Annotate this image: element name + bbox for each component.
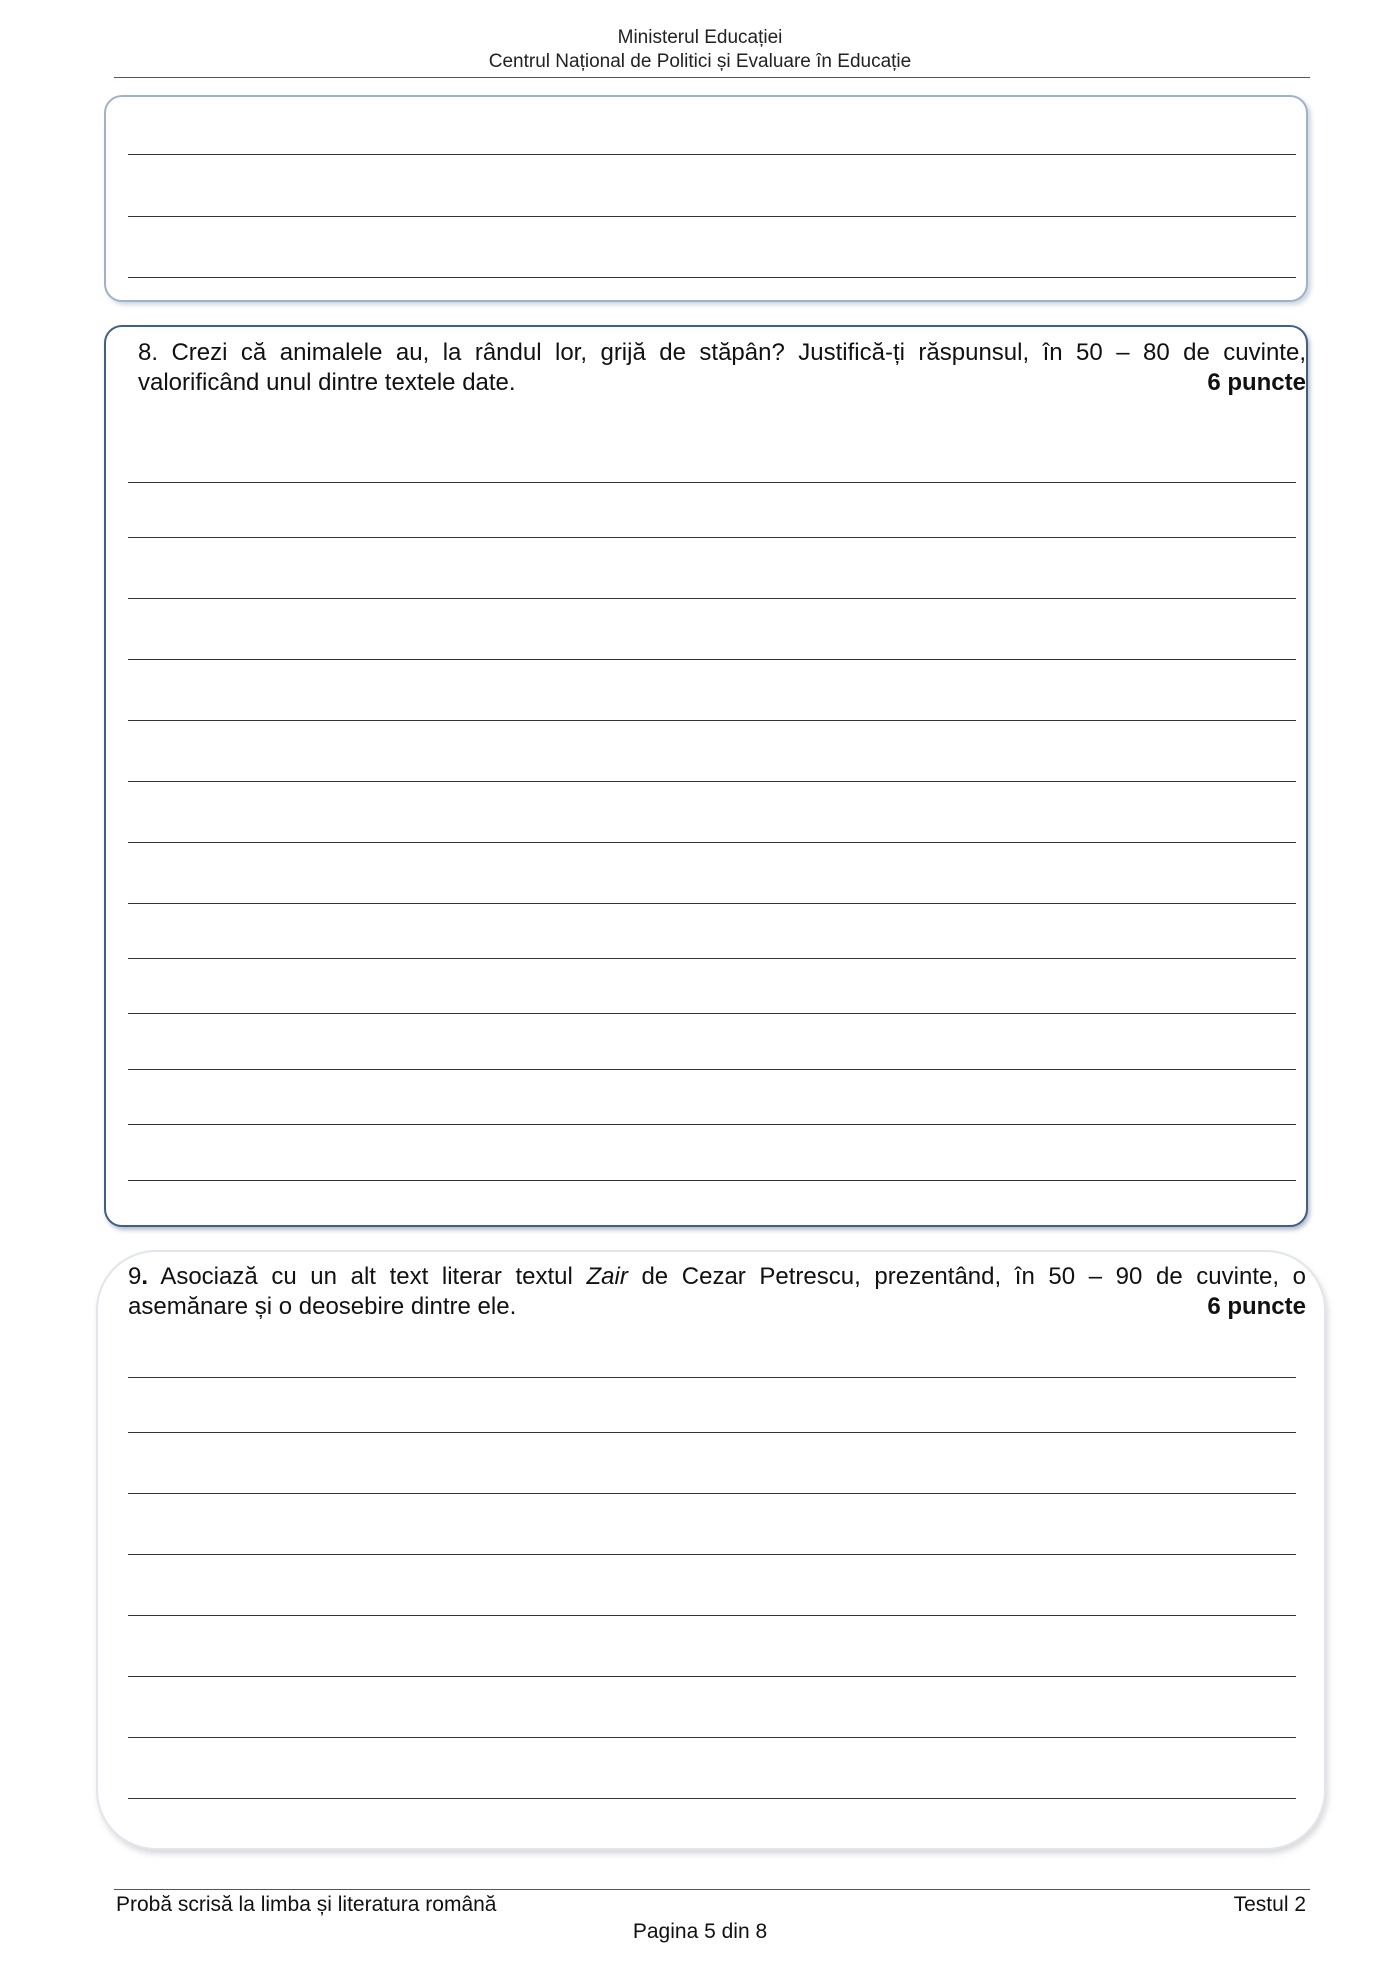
question-9-text bbox=[128, 1262, 1306, 1322]
question-9-number: 9 bbox=[128, 1263, 142, 1290]
answer-line[interactable] bbox=[128, 154, 1296, 155]
footer-divider bbox=[114, 1889, 1310, 1890]
answer-line[interactable] bbox=[128, 537, 1296, 538]
answer-line[interactable] bbox=[128, 1493, 1296, 1494]
answer-line[interactable] bbox=[128, 958, 1296, 959]
page-header bbox=[0, 26, 1400, 74]
question-9-italic-title: Zair bbox=[586, 1263, 628, 1290]
answer-line[interactable] bbox=[128, 1737, 1296, 1738]
question-9-prompt-part1: Asociază cu un alt text literar textul bbox=[148, 1263, 587, 1290]
question-8-prompt-line1: Crezi că animalele au, la rândul lor, grijă de stăpân? Justifică-ți răspunsul, în 50 – 80 de cuvinte, bbox=[171, 339, 1306, 366]
answer-line[interactable] bbox=[128, 659, 1296, 660]
answer-line[interactable] bbox=[128, 1180, 1296, 1181]
answer-line[interactable] bbox=[128, 482, 1296, 483]
question-9-box bbox=[96, 1250, 1326, 1850]
answer-line[interactable] bbox=[128, 277, 1296, 278]
answer-line[interactable] bbox=[128, 1615, 1296, 1616]
answer-line[interactable] bbox=[128, 1554, 1296, 1555]
ministry-name: Ministerul Educației bbox=[617, 27, 783, 48]
question-8-box bbox=[104, 325, 1308, 1227]
answer-line[interactable] bbox=[128, 1124, 1296, 1125]
answer-line[interactable] bbox=[128, 1798, 1296, 1799]
answer-line[interactable] bbox=[128, 720, 1296, 721]
question-8-number: 8. bbox=[138, 339, 159, 366]
question-9-number-punct: . bbox=[141, 1263, 149, 1290]
answer-line[interactable] bbox=[128, 1676, 1296, 1677]
answer-line[interactable] bbox=[128, 1069, 1296, 1070]
center-name: Centrul Național de Politici și Evaluare în Educație bbox=[488, 51, 912, 72]
answer-line[interactable] bbox=[128, 903, 1296, 904]
answer-line[interactable] bbox=[128, 1377, 1296, 1378]
question-8-points: 6 puncte bbox=[1207, 369, 1306, 396]
page-number: Pagina 5 din 8 bbox=[632, 1920, 768, 1943]
answer-line[interactable] bbox=[128, 781, 1296, 782]
question-9-prompt-part2: de Cezar Petrescu, prezentând, în 50 – 90 de cuvinte, o bbox=[627, 1263, 1306, 1290]
question-9-prompt-line2: asemănare și o deosebire dintre ele. bbox=[128, 1293, 517, 1320]
answer-line[interactable] bbox=[128, 216, 1296, 217]
answer-line[interactable] bbox=[128, 598, 1296, 599]
test-number: Testul 2 bbox=[1233, 1893, 1306, 1916]
header-divider bbox=[114, 77, 1310, 78]
exam-subject: Probă scrisă la limba și literatura română bbox=[116, 1893, 497, 1916]
question-9-points: 6 puncte bbox=[1207, 1293, 1306, 1320]
question-8-prompt-line2: valorificând unul dintre textele date. bbox=[138, 369, 516, 396]
answer-line[interactable] bbox=[128, 1013, 1296, 1014]
question-8-text bbox=[138, 338, 1306, 398]
answer-line[interactable] bbox=[128, 842, 1296, 843]
answer-line[interactable] bbox=[128, 1432, 1296, 1433]
previous-answer-box bbox=[104, 95, 1308, 302]
